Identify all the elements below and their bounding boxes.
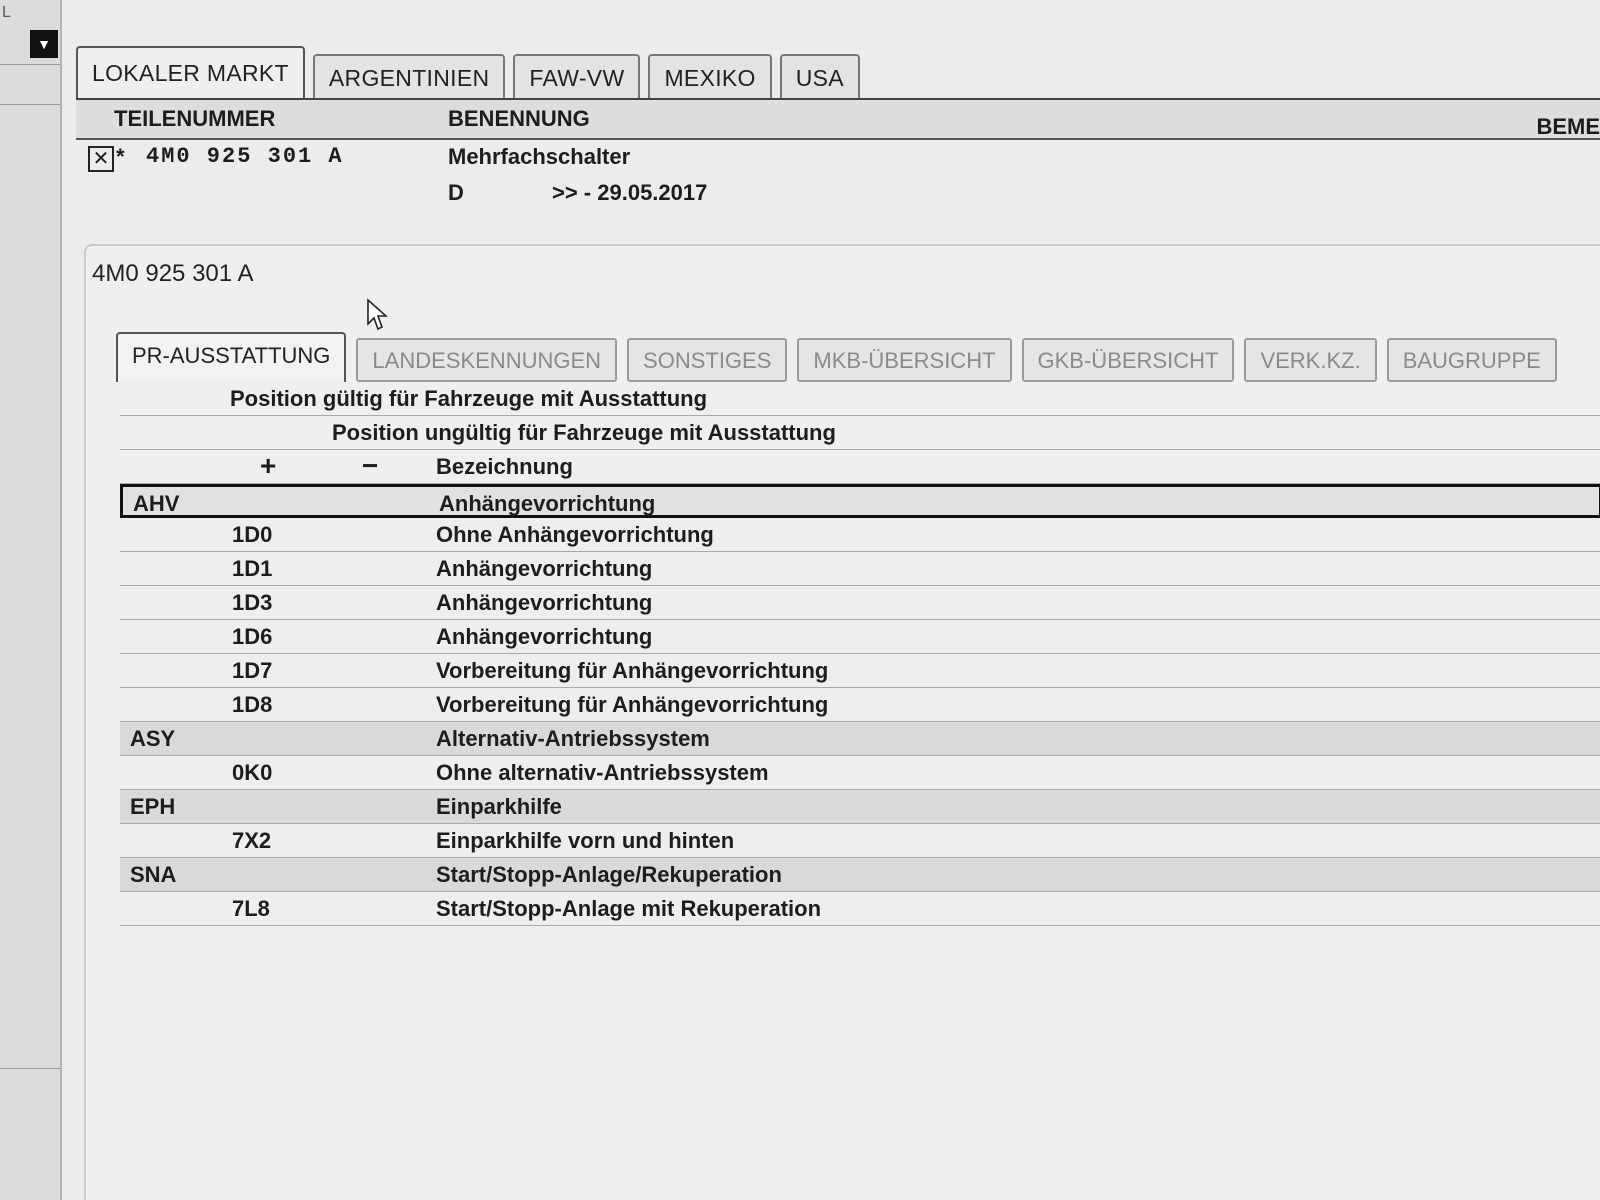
row-description: Ohne alternativ-Antriebssystem [436, 760, 769, 785]
row-pr-code: 1D0 [232, 522, 273, 547]
table-row[interactable] [120, 722, 1600, 756]
column-header-part-number[interactable]: TEILENUMMER [114, 106, 276, 131]
table-row[interactable] [120, 756, 1600, 790]
table-row[interactable] [120, 586, 1600, 620]
detail-panel [84, 244, 1600, 1200]
column-header-name[interactable]: BENENNUNG [448, 106, 590, 131]
row-description: Alternativ-Antriebssystem [436, 726, 710, 751]
tab-verk-kz[interactable]: VERK.KZ. [1244, 338, 1376, 382]
divider [0, 1068, 60, 1069]
row-description: Start/Stopp-Anlage/Rekuperation [436, 862, 782, 887]
part-row[interactable] [76, 140, 1576, 220]
part-country: D [448, 180, 464, 205]
row-description: Vorbereitung für Anhängevorrichtung [436, 658, 829, 683]
part-date-range: >> - 29.05.2017 [552, 180, 708, 205]
part-name: Mehrfachschalter [448, 144, 631, 169]
table-header-valid [120, 382, 1600, 416]
table-row[interactable] [120, 518, 1600, 552]
row-pr-code: 0K0 [232, 760, 273, 785]
tab-lokaler-markt[interactable]: LOKALER MARKT [76, 46, 305, 100]
table-header-invalid [120, 416, 1600, 450]
table-row[interactable] [120, 654, 1600, 688]
row-description: Start/Stopp-Anlage mit Rekuperation [436, 896, 822, 921]
row-description: Einparkhilfe [436, 794, 562, 819]
tab-argentinien[interactable]: ARGENTINIEN [313, 54, 505, 100]
row-pr-code: 1D1 [232, 556, 273, 581]
part-checkbox[interactable]: ✕ [88, 146, 114, 172]
main-window [62, 0, 1600, 1200]
row-pr-code: 1D6 [232, 624, 273, 649]
row-pr-code: 1D8 [232, 692, 273, 717]
left-sidebar-strip [0, 0, 62, 1200]
tab-usa[interactable]: USA [780, 54, 860, 100]
row-pr-code: 1D7 [232, 658, 273, 683]
table-row[interactable] [120, 620, 1600, 654]
divider [0, 64, 60, 65]
table-row[interactable] [120, 824, 1600, 858]
tab-landeskennungen[interactable]: LANDESKENNUNGEN [356, 338, 617, 382]
column-header-minus[interactable]: − [362, 450, 379, 481]
column-header-description[interactable]: Bezeichnung [436, 454, 573, 479]
tab-gkb-uebersicht[interactable]: GKB-ÜBERSICHT [1022, 338, 1235, 382]
row-group-code: EPH [130, 794, 176, 819]
tab-mkb-uebersicht[interactable]: MKB-ÜBERSICHT [797, 338, 1011, 382]
detail-tabs [116, 330, 1567, 382]
tab-sonstiges[interactable]: SONSTIGES [627, 338, 787, 382]
chevron-down-icon[interactable]: ▼ [30, 30, 58, 58]
row-group-code: AHV [133, 491, 180, 516]
tab-mexiko[interactable]: MEXIKO [648, 54, 771, 100]
parts-list-header [76, 98, 1600, 140]
row-group-code: ASY [130, 726, 176, 751]
divider [0, 104, 60, 105]
table-column-header [120, 450, 1600, 484]
table-row[interactable] [120, 688, 1600, 722]
market-tabs [76, 46, 868, 100]
table-row[interactable] [120, 552, 1600, 586]
table-row[interactable] [120, 892, 1600, 926]
row-description: Vorbereitung für Anhängevorrichtung [436, 692, 829, 717]
equipment-table [120, 382, 1600, 926]
column-header-remark[interactable]: BEME [1536, 114, 1600, 139]
mouse-cursor-icon [366, 298, 388, 332]
star-marker: * [116, 144, 125, 169]
part-number: 4M0 925 301 A [146, 144, 344, 169]
table-row[interactable] [120, 484, 1600, 518]
tab-baugruppe[interactable]: BAUGRUPPE [1387, 338, 1557, 382]
row-pr-code: 7X2 [232, 828, 272, 853]
row-pr-code: 1D3 [232, 590, 273, 615]
table-row[interactable] [120, 790, 1600, 824]
row-pr-code: 7L8 [232, 896, 270, 921]
row-description: Anhängevorrichtung [436, 624, 653, 649]
row-description: Anhängevorrichtung [439, 491, 656, 516]
row-group-code: SNA [130, 862, 177, 887]
row-description: Einparkhilfe vorn und hinten [436, 828, 735, 853]
tab-pr-ausstattung[interactable]: PR-AUSSTATTUNG [116, 332, 346, 382]
tab-faw-vw[interactable]: FAW-VW [513, 54, 640, 100]
corner-text: L [2, 4, 11, 21]
header-invalid-label: Position ungültig für Fahrzeuge mit Ausstattung [332, 420, 836, 445]
column-header-plus[interactable]: + [260, 450, 277, 481]
row-description: Ohne Anhängevorrichtung [436, 522, 714, 547]
header-valid-label: Position gültig für Fahrzeuge mit Ausstattung [230, 386, 708, 411]
row-description: Anhängevorrichtung [436, 590, 653, 615]
panel-title: 4M0 925 301 A [92, 260, 254, 287]
table-row[interactable] [120, 858, 1600, 892]
row-description: Anhängevorrichtung [436, 556, 653, 581]
